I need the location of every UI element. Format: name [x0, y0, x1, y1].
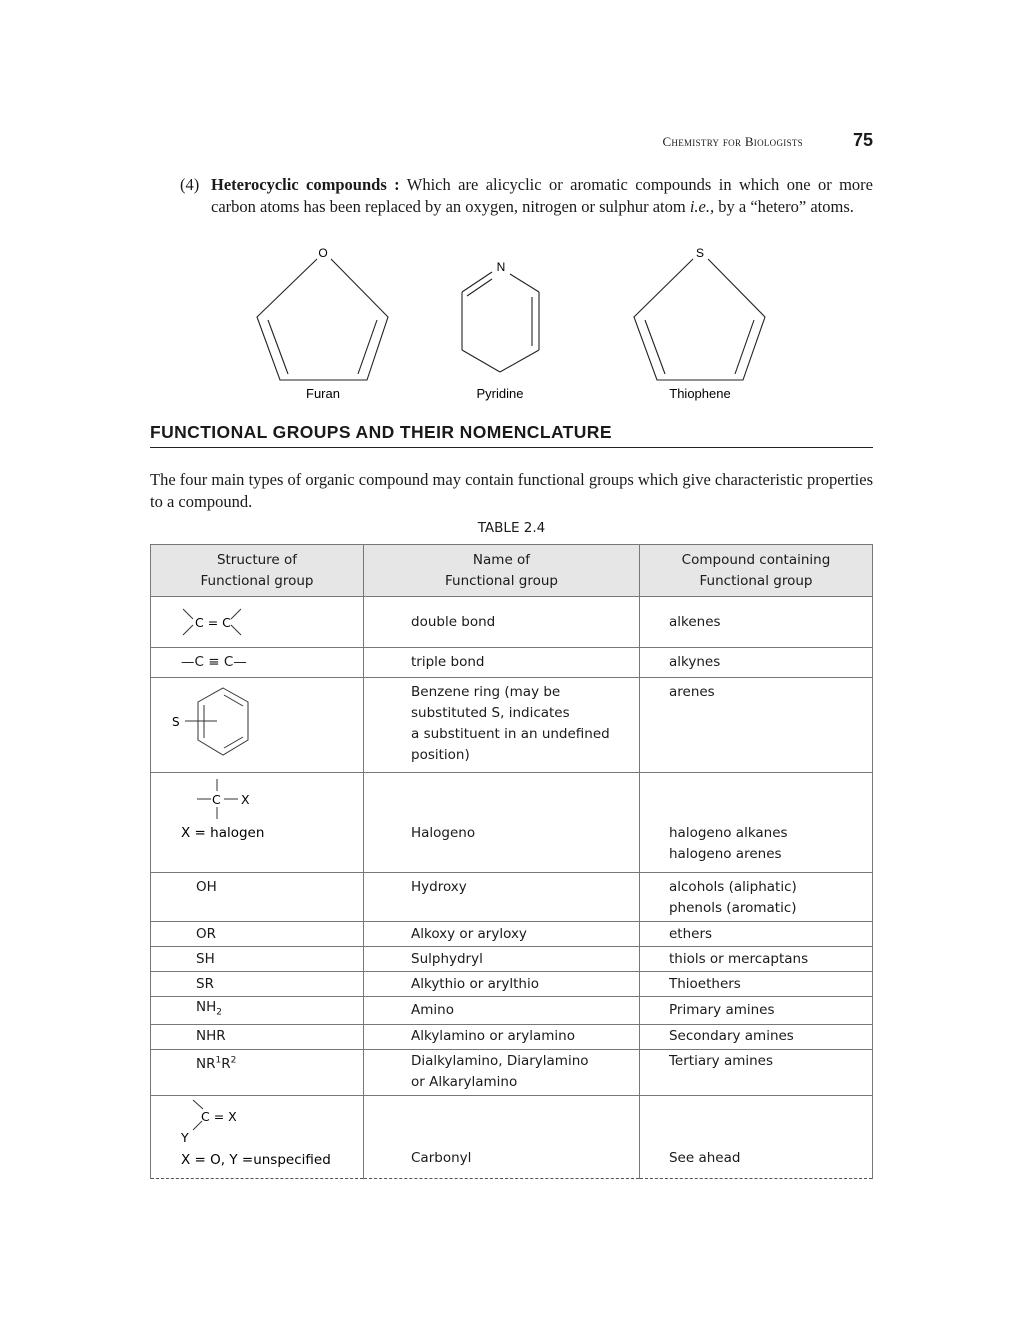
running-head-title: Chemistry for Biologists — [662, 134, 803, 149]
structure-cell: OR — [151, 922, 364, 947]
name-cell: Dialkylamino, Diarylamino or Alkarylamino — [364, 1049, 640, 1095]
structure-cell: $NH_2$ — [151, 997, 364, 1025]
furan-atom: O — [318, 246, 328, 260]
header-name: Name of Functional group — [364, 545, 640, 597]
compound-cell: alcohols (aliphatic) phenols (aromatic) — [639, 873, 872, 922]
carbonyl-formula: C = X — [201, 1108, 237, 1124]
section-heading: FUNCTIONAL GROUPS AND THEIR NOMENCLATURE — [150, 422, 873, 448]
halogen-note: X = halogen — [181, 825, 265, 841]
table-row — [151, 947, 873, 972]
y-atom: Y — [181, 1129, 189, 1145]
pyridine-label: Pyridine — [476, 386, 524, 401]
thiophene-label: Thiophene — [669, 386, 731, 401]
table-row — [151, 648, 873, 678]
name-cell: Alkylamino or arylamino — [364, 1024, 640, 1049]
compound-cell: ethers — [639, 922, 872, 947]
ie-abbrev: i.e., — [689, 197, 715, 216]
page-number: 75 — [852, 130, 873, 150]
compound-cell: arenes — [639, 678, 872, 773]
compound-cell: Secondary amines — [639, 1024, 872, 1049]
term-heterocyclic: Heterocyclic compounds : — [211, 175, 400, 194]
structure-cell — [151, 1095, 364, 1178]
structure-cell — [151, 773, 364, 873]
name-cell: Hydroxy — [364, 873, 640, 922]
name-cell: triple bond — [364, 648, 640, 678]
table-row — [151, 678, 873, 773]
carbonyl-structure — [151, 1096, 363, 1174]
table-row — [151, 922, 873, 947]
structure-cell: SR — [151, 972, 364, 997]
item-number: (4) — [180, 175, 200, 194]
header-structure: Structure of Functional group — [151, 545, 364, 597]
functional-groups-table — [150, 544, 873, 1179]
compound-cell: thiols or mercaptans — [639, 947, 872, 972]
thiophene-atom: S — [695, 246, 705, 260]
table-row — [151, 1024, 873, 1049]
table-header-row — [151, 545, 873, 597]
furan-structure — [257, 259, 388, 380]
name-cell: double bond — [364, 597, 640, 648]
furan-label: Furan — [306, 386, 340, 401]
compound-cell: alkynes — [639, 648, 872, 678]
alkene-formula: C = C — [195, 615, 231, 630]
name-cell: Sulphydryl — [364, 947, 640, 972]
thiophene-structure — [634, 259, 765, 380]
name-cell: Carbonyl — [364, 1095, 640, 1178]
heterocycle-structures — [230, 242, 790, 407]
running-head — [560, 130, 873, 154]
table-caption: TABLE 2.4 — [477, 520, 546, 536]
heterocyclic-paragraph — [180, 174, 873, 218]
paragraph-body — [211, 174, 873, 218]
structure-cell — [151, 597, 364, 648]
halogen-structure — [151, 773, 363, 868]
paragraph-text-end: by a “hetero” atoms. — [714, 197, 854, 216]
name-cell: Alkoxy or aryloxy — [364, 922, 640, 947]
compound-cell: alkenes — [639, 597, 872, 648]
name-cell: Halogeno — [364, 773, 640, 873]
structure-cell: $NR^1R^2$ — [151, 1049, 364, 1095]
compound-cell: Primary amines — [639, 997, 872, 1025]
carbonyl-note: X = O, Y =unspecified — [181, 1151, 331, 1168]
table-row — [151, 1095, 873, 1178]
name-cell: Alkythio or arylthio — [364, 972, 640, 997]
compound-cell: halogeno alkanes halogeno arenes — [639, 773, 872, 873]
compound-cell: Thioethers — [639, 972, 872, 997]
paragraph-text: Which are alicyclic or aromatic compounds in which one or more carbon atoms has been replaced by an oxygen, nitrogen or sulphur atom — [211, 175, 873, 216]
halogen-atom: X — [241, 792, 250, 807]
name-cell: Amino — [364, 997, 640, 1025]
table-row — [151, 1049, 873, 1095]
table-row — [151, 997, 873, 1025]
alkene-structure — [151, 597, 363, 643]
alkyne-formula: —C ≡ C— — [181, 654, 247, 670]
pyridine-atom: N — [496, 260, 506, 274]
compound-cell: Tertiary amines — [639, 1049, 872, 1095]
header-compound: Compound containing Functional group — [639, 545, 872, 597]
name-cell: Benzene ring (may be substituted S, indicates a substituent in an undefined position) — [364, 678, 640, 773]
substituent-label: S — [172, 715, 180, 729]
structure-cell: SH — [151, 947, 364, 972]
structure-cell: OH — [151, 873, 364, 922]
benzene-structure — [151, 678, 363, 768]
structure-cell — [151, 648, 364, 678]
compound-cell: See ahead — [639, 1095, 872, 1178]
table-row — [151, 597, 873, 648]
structure-cell: NHR — [151, 1024, 364, 1049]
structure-cell — [151, 678, 364, 773]
pyridine-structure — [462, 272, 539, 372]
intro-paragraph: The four main types of organic compound may contain functional groups which give characteristic properties to a compound. — [150, 470, 873, 511]
table-row — [151, 972, 873, 997]
table-row — [151, 773, 873, 873]
carbon-atom: C — [212, 792, 221, 807]
table-row — [151, 873, 873, 922]
